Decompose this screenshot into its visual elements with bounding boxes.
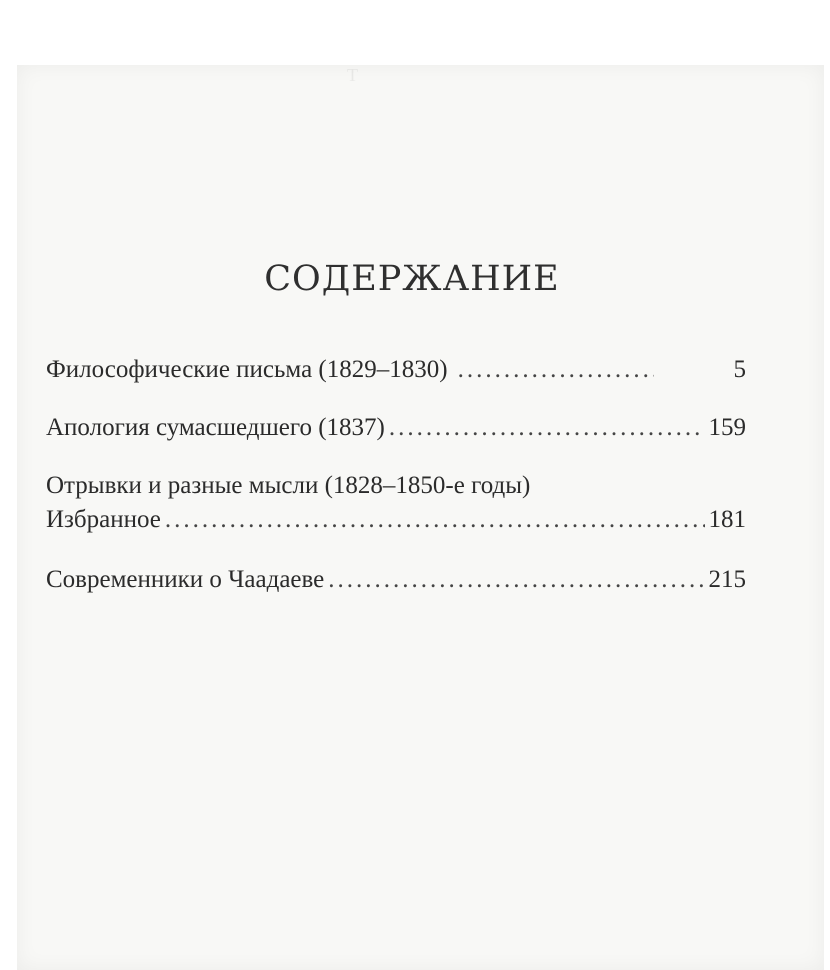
toc-entry-page: 181: [708, 506, 746, 533]
toc-entry-title: Философические письма (1829–1830): [46, 356, 448, 383]
toc-entry: [46, 562, 746, 598]
toc-entry-title: Отрывки и разные мысли (1828–1850-е годы): [46, 472, 531, 499]
dot-leader: [328, 562, 704, 598]
toc-entry-title: Апология сумасшедшего (1837): [46, 414, 385, 441]
toc-entry-subtitle: Избранное: [46, 506, 161, 533]
toc-entry: [46, 410, 746, 446]
dot-leader: [165, 502, 705, 538]
toc-entry-page: 5: [733, 356, 746, 383]
toc-entry-title: Современники о Чаадаеве: [46, 566, 325, 593]
show-through-text: Т: [347, 65, 358, 85]
toc-entry: [46, 502, 746, 538]
book-page: [17, 65, 824, 970]
toc-heading: СОДЕРЖАНИЕ: [264, 259, 560, 299]
toc-entry: [46, 352, 746, 388]
toc-entry-page: 159: [708, 414, 746, 441]
dot-leader: [458, 352, 654, 388]
dot-leader: [389, 410, 705, 446]
toc-entry-page: 215: [708, 566, 746, 593]
